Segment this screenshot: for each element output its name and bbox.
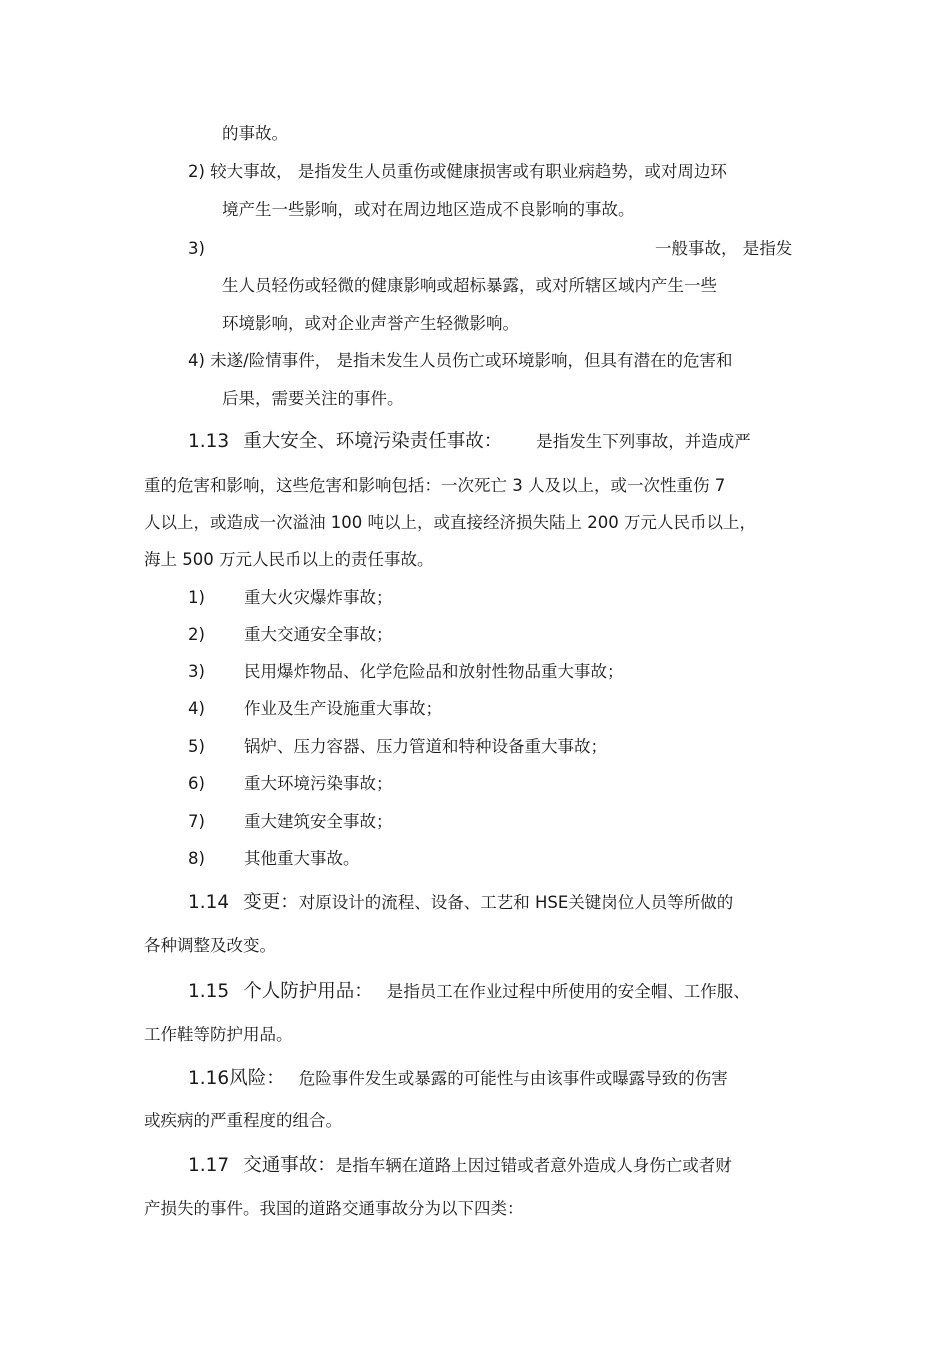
item-3-line-3: 环境影响，或对企业声誉产生轻微影响。 [222, 314, 519, 333]
item-1-continuation: 的事故。 [222, 124, 288, 143]
section-title: 风险： [229, 1068, 285, 1089]
section-1-14-line-1 [188, 893, 733, 913]
list-item: 6) 重大环境污染事故； [188, 774, 393, 793]
list-item: 8) 其他重大事故。 [188, 849, 360, 868]
list-item: 3) 民用爆炸物品、化学危险品和放射性物品重大事故； [188, 662, 624, 681]
section-1-16-line-2: 或疾病的严重程度的组合。 [144, 1111, 342, 1130]
item-4-line-1: 4) 未遂/险情事件， 是指未发生人员伤亡或环境影响，但具有潜在的危害和 [188, 351, 733, 370]
section-1-17-line-2: 产损失的事件。我国的道路交通事故分为以下四类： [144, 1199, 524, 1218]
list-item: 1) 重大火灾爆炸事故； [188, 588, 393, 607]
section-1-17-line-1 [188, 1156, 732, 1176]
section-number: 1.16 [188, 1068, 230, 1089]
section-title: 重大安全、环境污染责任事故： [243, 431, 503, 452]
item-2-line-2: 境产生一些影响，或对在周边地区造成不良影响的事故。 [222, 200, 635, 219]
item-4-line-2: 后果，需要关注的事件。 [222, 389, 404, 408]
section-text: 危险事件发生或暴露的可能性与由该事件或曝露导致的伤害 [298, 1069, 728, 1088]
list-item: 5) 锅炉、压力容器、压力管道和特种设备重大事故； [188, 737, 607, 756]
section-text: 是指车辆在道路上因过错或者意外造成人身伤亡或者财 [335, 1156, 732, 1175]
section-title: 交通事故： [243, 1155, 336, 1176]
section-text: 是指发生下列事故，并造成严 [536, 432, 751, 451]
section-number: 1.14 [188, 892, 230, 913]
section-1-15-line-2: 工作鞋等防护用品。 [144, 1025, 293, 1044]
list-item: 7) 重大建筑安全事故； [188, 812, 393, 831]
item-2-line-1: 2) 较大事故， 是指发生人员重伤或健康损害或有职业病趋势，或对周边环 [188, 162, 727, 181]
section-text: 对原设计的流程、设备、工艺和 HSE关键岗位人员等所做的 [298, 893, 734, 912]
section-title: 变更： [243, 892, 299, 913]
section-text: 是指员工在作业过程中所使用的安全帽、工作服、 [386, 982, 750, 1001]
section-1-13-line-4: 海上 500 万元人民币以上的责任事故。 [144, 550, 434, 569]
item-3-number: 3) [188, 239, 205, 258]
section-1-14-line-2: 各种调整及改变。 [144, 936, 276, 955]
section-1-13-line-1 [188, 432, 751, 452]
section-1-13-line-3: 人以上，或造成一次溢油 100 吨以上，或直接经济损失陆上 200 万元人民币以上， [144, 513, 756, 532]
section-1-13-line-2: 重的危害和影响，这些危害和影响包括：一次死亡 3 人及以上，或一次性重伤 7 [144, 476, 726, 495]
section-1-15-line-1 [188, 982, 750, 1002]
item-3-line-2: 生人员轻伤或轻微的健康影响或超标暴露，或对所辖区域内产生一些 [222, 276, 717, 295]
item-3-line-1: 一般事故， 是指发 [655, 239, 793, 258]
list-item: 2) 重大交通安全事故； [188, 625, 393, 644]
section-number: 1.17 [188, 1155, 230, 1176]
section-title: 个人防护用品： [243, 981, 373, 1002]
section-number: 1.13 [188, 431, 230, 452]
list-item: 4) 作业及生产设施重大事故； [188, 699, 442, 718]
section-number: 1.15 [188, 981, 230, 1002]
section-1-16-line-1 [188, 1069, 728, 1089]
